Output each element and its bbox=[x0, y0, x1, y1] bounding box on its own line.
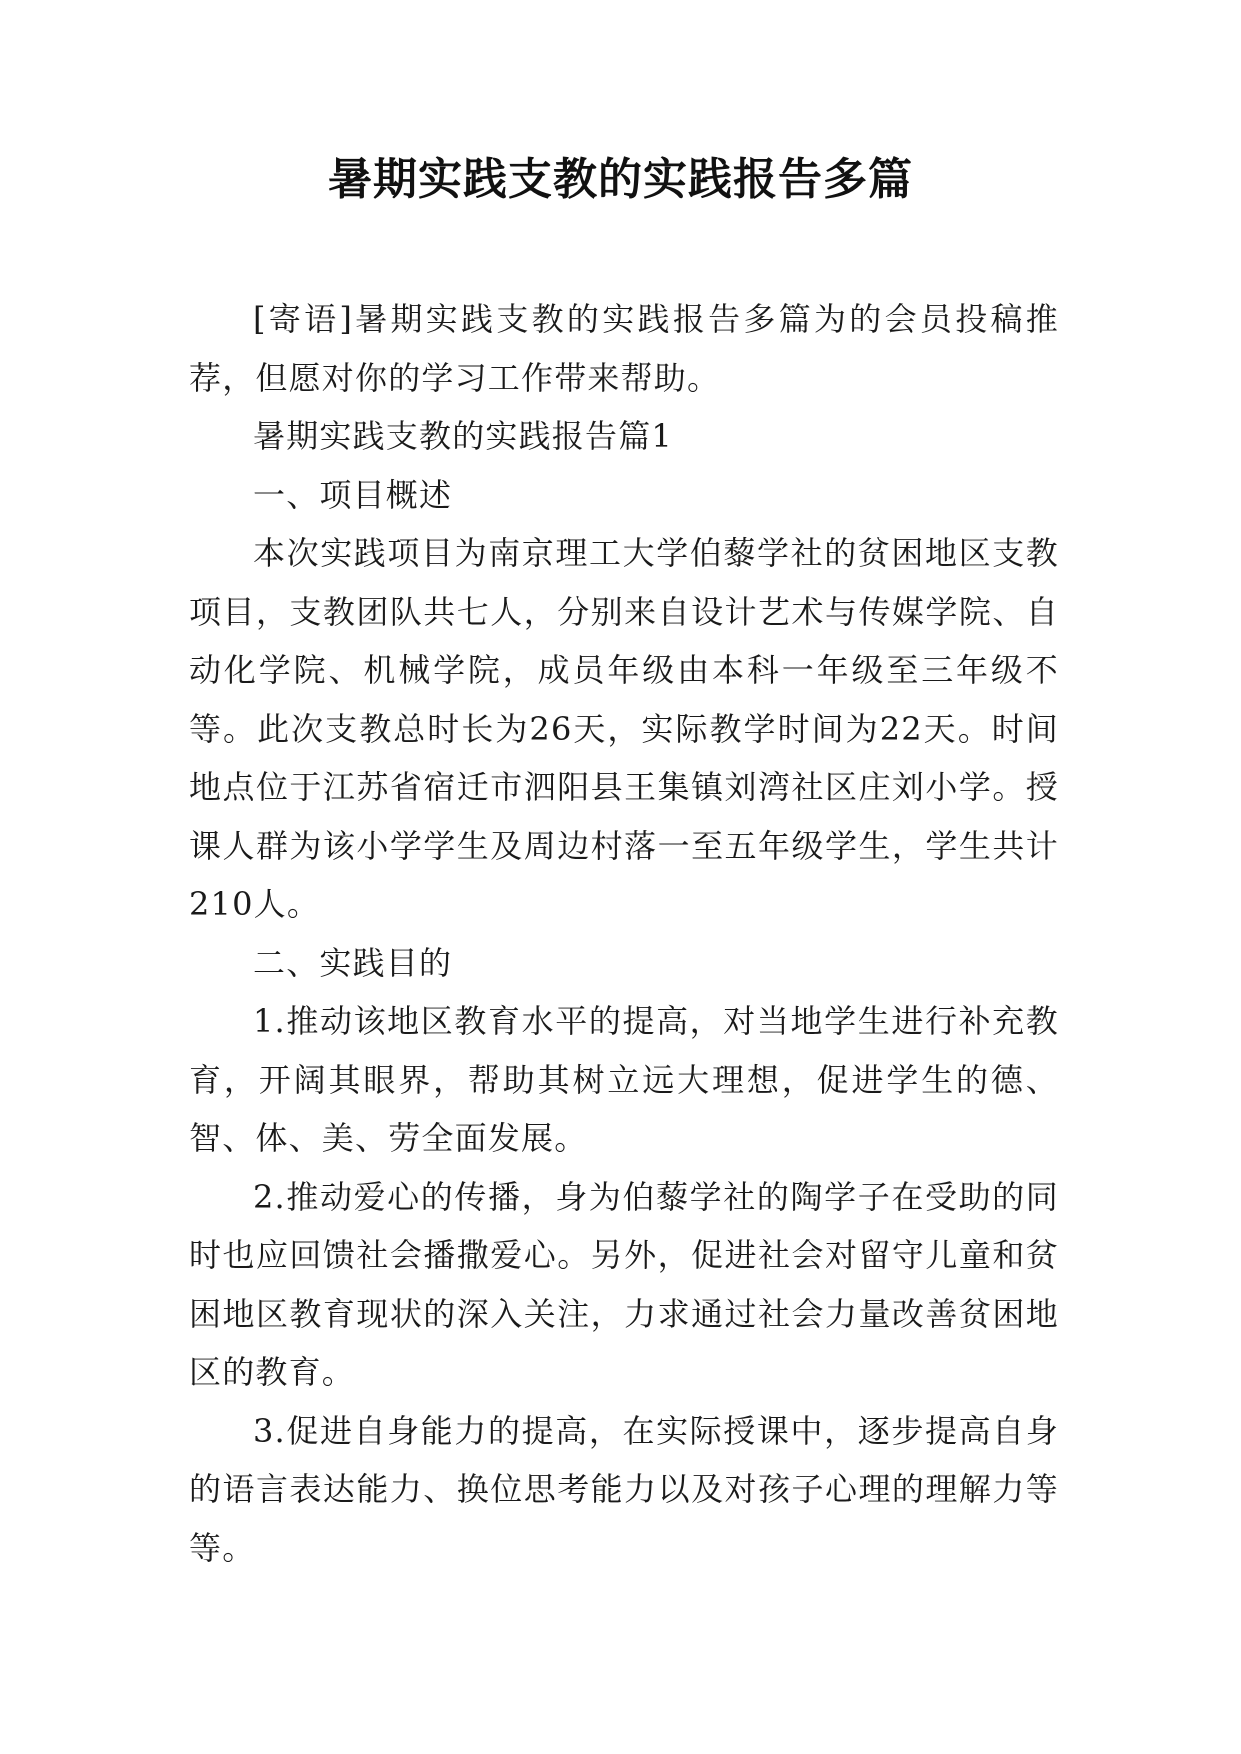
paragraph-purpose-1: 1.推动该地区教育水平的提高，对当地学生进行补充教育，开阔其眼界，帮助其树立远大理想，促进学生的德、智、体、美、劳全面发展。 bbox=[189, 1002, 1059, 1157]
paragraph-purpose-2: 2.推动爱心的传播，身为伯藜学社的陶学子在受助的同时也应回馈社会播撒爱心。另外，促进社会对留守儿童和贫困地区教育现状的深入关注，力求通过社会力量改善贫困地区的教育。 bbox=[189, 1177, 1059, 1391]
heading-project-overview: 一、项目概述 bbox=[253, 475, 453, 514]
paragraph-project-overview: 本次实践项目为南京理工大学伯藜学社的贫困地区支教项目，支教团队共七人，分别来自设计艺术与传媒学院、自动化学院、机械学院，成员年级由本科一年级至三年级不等。此次支教总时长为26天，实际教学时间为22天。时间地点位于江苏省宿迁市泗阳县王集镇刘湾社区庄刘小学。授课人群为该小学学生及周边村落一至五年级学生，学生共计210人。 bbox=[189, 534, 1059, 923]
document-body bbox=[189, 290, 1059, 1577]
heading-practice-purpose: 二、实践目的 bbox=[253, 943, 453, 982]
intro-paragraph: [寄语]暑期实践支教的实践报告多篇为的会员投稿推荐，但愿对你的学习工作带来帮助。 bbox=[189, 300, 1059, 397]
paragraph-purpose-3: 3.促进自身能力的提高，在实际授课中，逐步提高自身的语言表达能力、换位思考能力以及对孩子心理的理解力等等。 bbox=[189, 1411, 1059, 1567]
section-title-report-1: 暑期实践支教的实践报告篇1 bbox=[253, 417, 673, 455]
document-title: 暑期实践支教的实践报告多篇 bbox=[328, 154, 913, 205]
